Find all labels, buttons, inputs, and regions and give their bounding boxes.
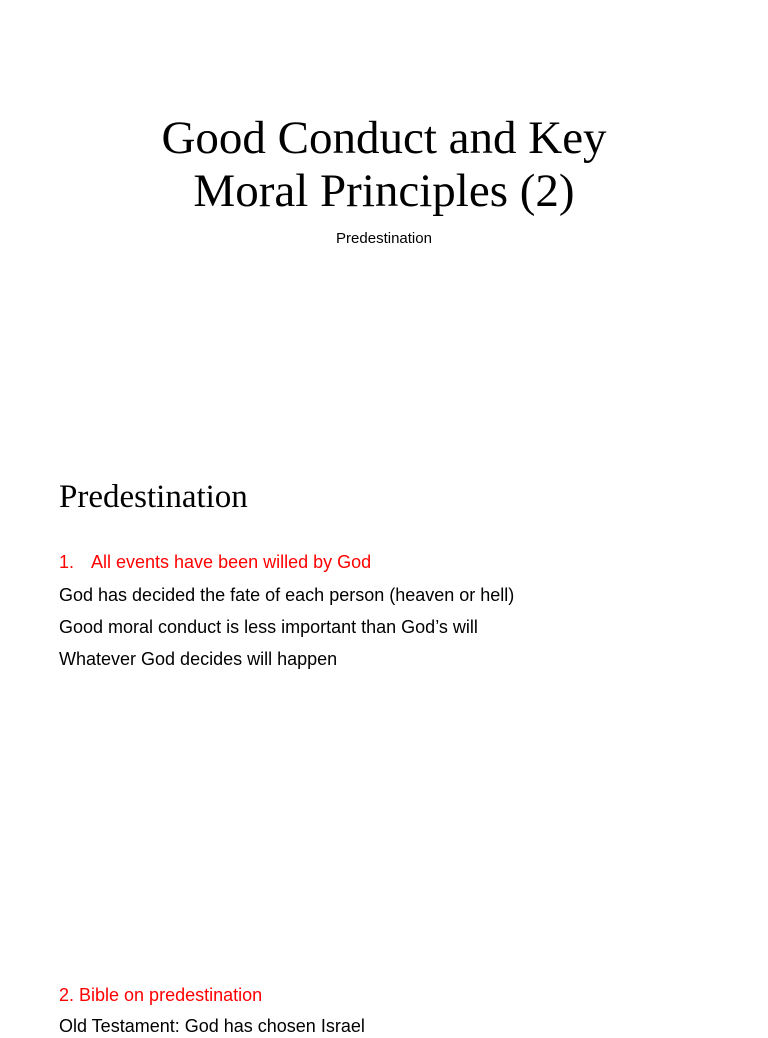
slide-title-line-1: Good Conduct and Key [161,112,607,164]
slide-title-line-2: Moral Principles (2) [193,165,575,217]
point-1-text: All events have been willed by God [91,552,372,572]
numbered-point-2: 2. Bible on predestination [59,985,263,1005]
slide-subtitle: Predestination [336,230,432,247]
cut-off-line: Old Testament: God has chosen Israel [59,1016,365,1036]
title-slide [0,0,768,440]
point-1-number: 1. [59,552,75,572]
content-slide [0,440,768,1036]
slide-title [0,112,768,218]
body-line-1: God has decided the fate of each person (heaven or hell) [59,585,515,605]
content-heading: Predestination [59,479,248,515]
body-line-2: Good moral conduct is less important than God’s will [59,617,478,637]
body-line-3: Whatever God decides will happen [59,649,338,669]
numbered-point-1 [59,550,371,574]
